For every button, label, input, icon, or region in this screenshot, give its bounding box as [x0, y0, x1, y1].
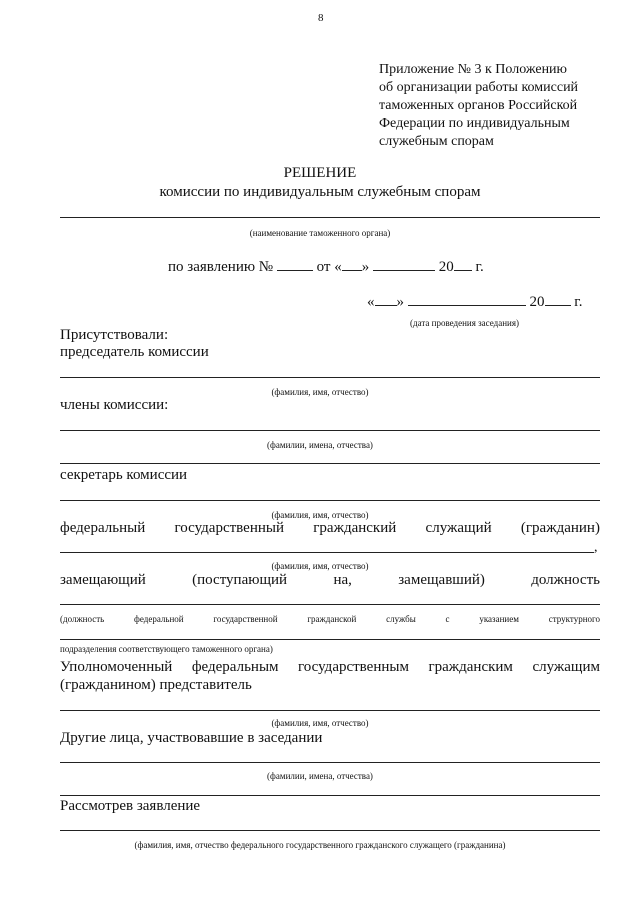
caption-position-line2: подразделения соответствующего таможенного органа) — [60, 644, 273, 654]
caption-position-row — [60, 614, 600, 624]
applicant-line — [60, 830, 600, 831]
label-considered: Рассмотрев заявление — [60, 798, 201, 814]
application-year-blank — [454, 258, 472, 271]
label-others: Другие лица, участвовавшие в заседании — [60, 730, 323, 746]
caption-position-word: федеральной — [134, 614, 184, 624]
secretary-line — [60, 500, 600, 501]
customs-body-line — [60, 217, 600, 218]
rep-word: гражданским — [428, 659, 513, 675]
application-number-blank — [277, 258, 313, 271]
servant-label-row — [60, 520, 600, 537]
document-title: РЕШЕНИЕ — [283, 165, 357, 181]
date-day-blank — [375, 293, 397, 306]
servant-line — [60, 552, 594, 553]
meeting-date-line — [367, 293, 582, 311]
caption-fio-others: (фамилии, имена, отчества) — [267, 771, 373, 781]
rep-word: служащим — [532, 659, 600, 675]
application-month-blank — [373, 258, 435, 271]
members-line-2 — [60, 463, 600, 464]
caption-position-word: указанием — [479, 614, 519, 624]
label-chair: председатель комиссии — [60, 344, 209, 360]
date-year-suffix: г. — [574, 294, 583, 310]
others-line-2 — [60, 795, 600, 796]
caption-position-word: гражданской — [307, 614, 357, 624]
label-representative-line2: (гражданином) представитель — [60, 677, 252, 693]
caption-position-word: государственной — [213, 614, 278, 624]
date-open-quote: « — [367, 294, 375, 310]
position-word: (поступающий — [192, 572, 288, 588]
caption-fio-applicant: (фамилия, имя, отчество федерального государственного гражданского служащего (гражданина) — [134, 840, 506, 850]
application-day-blank — [342, 258, 362, 271]
servant-word: (гражданин) — [520, 520, 600, 536]
page-number: 8 — [318, 12, 324, 24]
servant-word: гражданский — [313, 520, 397, 536]
application-year-suffix: г. — [475, 259, 484, 275]
servant-comma: , — [594, 540, 598, 555]
label-members: члены комиссии: — [60, 397, 169, 413]
caption-fio-chair: (фамилия, имя, отчество) — [271, 387, 369, 397]
appendix-line: служебным спорам — [379, 134, 494, 149]
appendix-line: таможенных органов Российской — [379, 98, 578, 113]
application-year: 20 — [438, 259, 454, 275]
document-subtitle: комиссии по индивидуальным служебным спорам — [159, 184, 481, 200]
application-prefix: по заявлению № — [168, 259, 274, 275]
servant-word: федеральный — [60, 520, 146, 536]
position-word: замещающий — [60, 572, 146, 588]
application-from: от « — [316, 259, 342, 275]
others-line — [60, 762, 600, 763]
caption-fio-representative: (фамилия, имя, отчество) — [271, 718, 369, 728]
caption-position-word: (должность — [60, 614, 105, 624]
rep-word: Уполномоченный — [60, 659, 173, 675]
members-line — [60, 430, 600, 431]
date-year: 20 — [529, 294, 545, 310]
servant-word: государственный — [174, 520, 284, 536]
position-word: должность — [531, 572, 600, 588]
chair-line — [60, 377, 600, 378]
caption-position-word: с — [445, 614, 450, 624]
label-secretary: секретарь комиссии — [60, 467, 188, 483]
representative-line — [60, 710, 600, 711]
caption-position-word: службы — [386, 614, 416, 624]
position-label-row — [60, 572, 600, 589]
date-month-blank — [408, 293, 526, 306]
servant-word: служащий — [425, 520, 492, 536]
appendix-line: об организации работы комиссий — [379, 80, 579, 95]
rep-word: государственным — [298, 659, 409, 675]
date-year-blank — [545, 293, 571, 306]
position-line-2 — [60, 639, 600, 640]
caption-fio-secretary: (фамилия, имя, отчество) — [271, 510, 369, 520]
caption-fio-members: (фамилии, имена, отчества) — [267, 440, 373, 450]
position-line — [60, 604, 600, 605]
caption-customs-body: (наименование таможенного органа) — [249, 228, 391, 238]
appendix-line: Федерации по индивидуальным — [379, 116, 570, 131]
date-close-quote: » — [396, 294, 404, 310]
application-close-quote: » — [361, 259, 370, 275]
position-word: замещавший) — [398, 572, 485, 588]
caption-meeting-date: (дата проведения заседания) — [410, 318, 519, 328]
rep-word: федеральным — [191, 659, 279, 675]
appendix-line: Приложение № 3 к Положению — [379, 62, 568, 77]
position-word: на, — [333, 572, 352, 588]
representative-label-row — [60, 659, 600, 676]
caption-fio-servant: (фамилия, имя, отчество) — [271, 561, 369, 571]
application-line — [168, 258, 484, 276]
label-present: Присутствовали: — [60, 327, 169, 343]
caption-position-word: структурного — [548, 614, 600, 624]
